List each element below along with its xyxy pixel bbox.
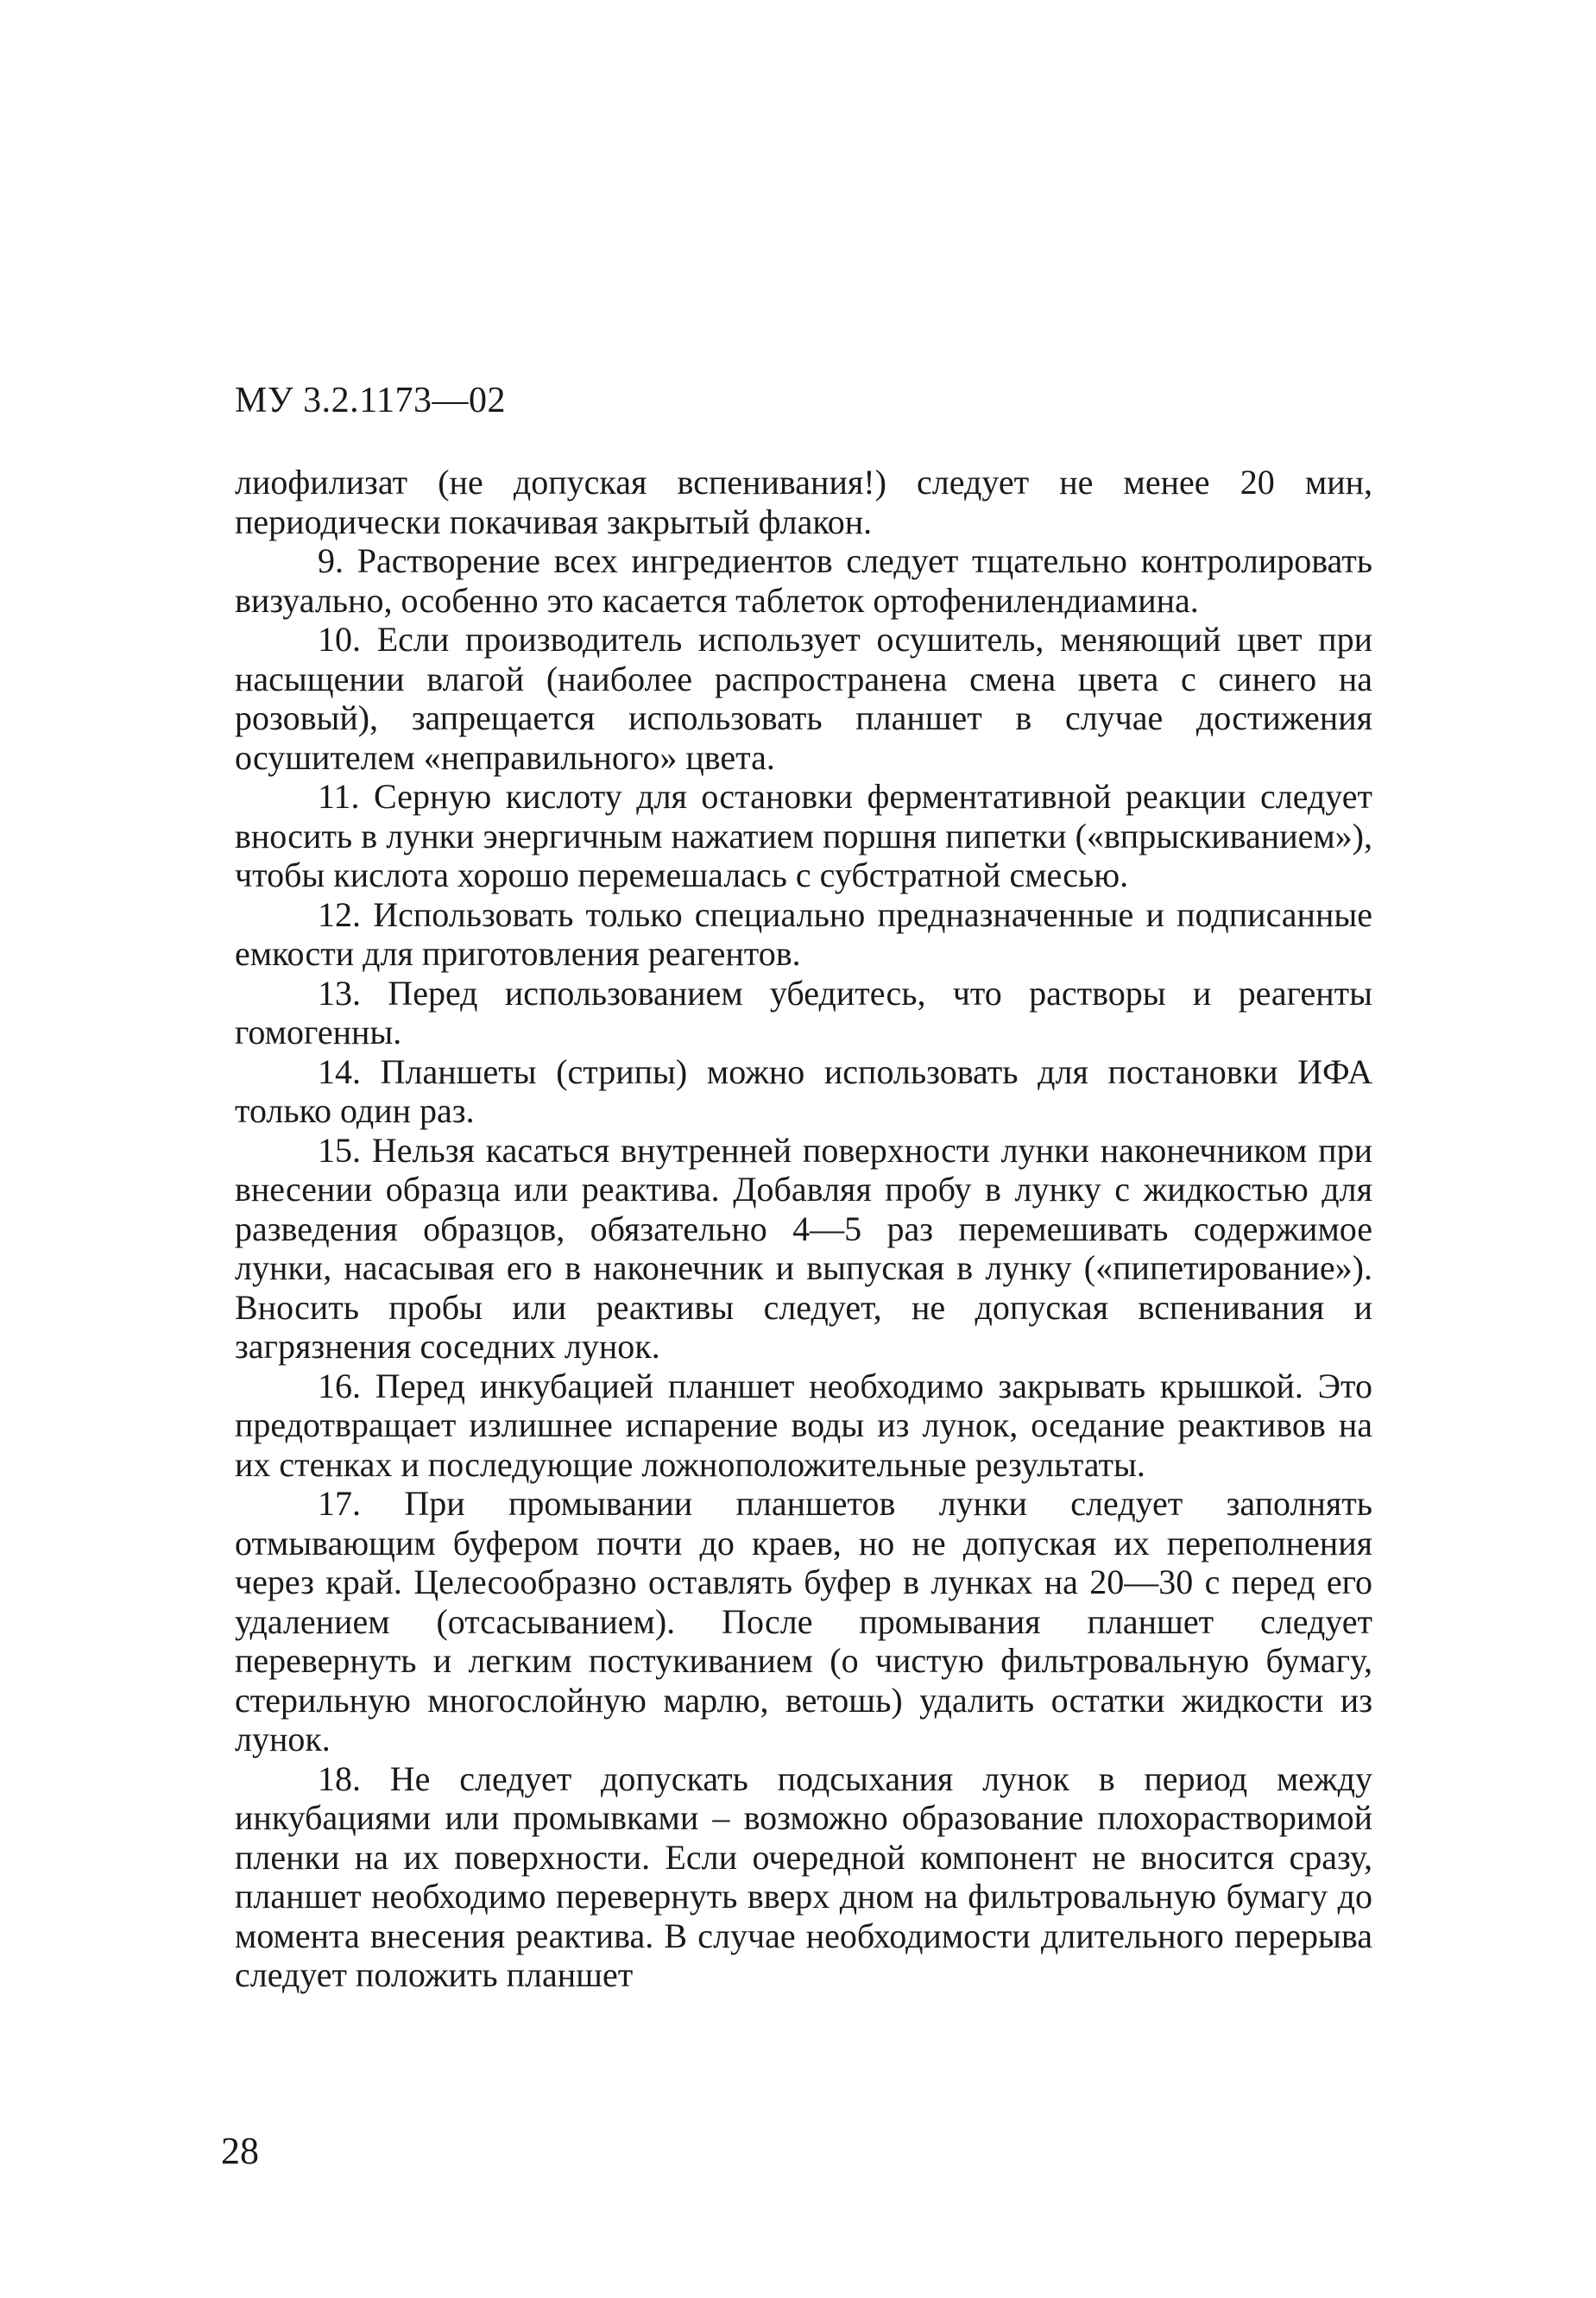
paragraph-item-10: 10. Если производитель использует осушитель, меняющий цвет при насыщении влагой (наиболее распространена смена цвета с синего на розовый), запрещается использовать планшет в случае достижения осушителем «неправильного» цвета. (235, 620, 1372, 777)
paragraph-item-16: 16. Перед инкубацией планшет необходимо закрывать крышкой. Это предотвращает излишнее испарение воды из лунок, оседание реактивов на их стенках и последующие ложноположительные результаты. (235, 1366, 1372, 1484)
paragraph-item-12: 12. Использовать только специально предназначенные и подписанные емкости для приготовления реагентов. (235, 894, 1372, 973)
paragraph-item-15: 15. Нельзя касаться внутренней поверхности лунки наконечником при внесении образца или реактива. Добавляя пробу в лунку с жидкостью для разведения образцов, обязательно 4—5 раз перемешивать содержимое лунки, насасывая его в наконечник и выпуская в лунку («пипетирование»). Вносить пробы или реактивы следует, не допуская вспенивания и загрязнения соседних лунок. (235, 1130, 1372, 1366)
paragraph-item-18: 18. Не следует допускать подсыхания лунок в период между инкубациями или промывками – возможно образование плохорастворимой пленки на их поверхности. Если очередной компонент не вносится сразу, планшет необходимо перевернуть вверх дном на фильтровальную бумагу до момента внесения реактива. В случае необходимости длительного перерыва следует положить планшет (235, 1758, 1372, 1994)
paragraph-item-14: 14. Планшеты (стрипы) можно использовать для постановки ИФА только один раз. (235, 1051, 1372, 1130)
paragraph-item-9: 9. Растворение всех ингредиентов следует тщательно контролировать визуально, особенно это касается таблеток ортофенилендиамина. (235, 541, 1372, 620)
document-body (235, 463, 1372, 1995)
document-code-header: МУ 3.2.1173—02 (235, 381, 507, 420)
paragraph-item-17: 17. При промывании планшетов лунки следует заполнять отмывающим буфером почти до краев, но не допуская их переполнения через край. Целесообразно оставлять буфер в лунках на 20—30 с перед его удалением (отсасыванием). После промывания планшет следует перевернуть и легким постукиванием (о чистую фильтровальную бумагу, стерильную многослойную марлю, ветошь) удалить остатки жидкости из лунок. (235, 1484, 1372, 1758)
page-number: 28 (221, 2130, 259, 2172)
paragraph-continuation: лиофилизат (не допуская вспенивания!) следует не менее 20 мин, периодически покачивая закрытый флакон. (235, 463, 1372, 541)
paragraph-item-11: 11. Серную кислоту для остановки ферментативной реакции следует вносить в лунки энергичным нажатием поршня пипетки («впрыскиванием»), чтобы кислота хорошо перемешалась с субстратной смесью. (235, 777, 1372, 894)
paragraph-item-13: 13. Перед использованием убедитесь, что растворы и реагенты гомогенны. (235, 973, 1372, 1051)
